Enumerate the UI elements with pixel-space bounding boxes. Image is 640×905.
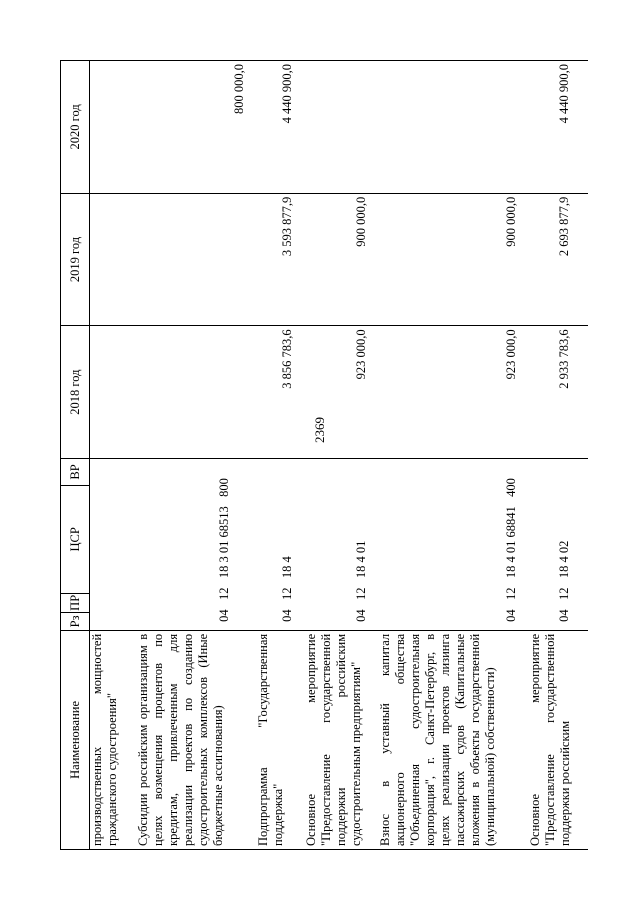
- row-name: Субсидии российским организациям в целях возмещения процентов по кредитам, привлеченным для реализации проектов по созданию судостроительных комплексов (Иные бюджетные ассигнования): [128, 630, 248, 849]
- header-row: [61, 61, 90, 850]
- row-2019: 3 593 877,9: [248, 193, 296, 326]
- row-csr: 18 4: [280, 556, 294, 579]
- row-pr: 12: [354, 587, 368, 600]
- table-row: [520, 61, 588, 850]
- row-csr: 18 4 02: [557, 540, 571, 579]
- header-csr: ЦСР: [61, 485, 90, 593]
- row-codes: [296, 458, 370, 630]
- table-row: [296, 61, 370, 850]
- header-2018: 2018 год: [61, 326, 90, 459]
- header-pr: ПР: [61, 593, 90, 612]
- table-row: [370, 61, 520, 850]
- row-name: Взнос в уставный капитал акционерного общества "Объединенная судостроительная корпорация", г. Санкт-Петербург, в целях реализации проектов лизинга пассажирских судов (Капитальные вложения в объекты государственной (муниципальной) собственности): [370, 630, 520, 849]
- row-vr: 400: [504, 478, 518, 497]
- row-rz: 04: [217, 609, 231, 622]
- row-2018: 923 000,0: [296, 326, 370, 459]
- row-pr: 12: [504, 587, 518, 600]
- row-2020: 800 000,0: [128, 61, 248, 194]
- row-2019: 2 693 877,9: [520, 193, 588, 326]
- row-codes: [370, 458, 520, 630]
- row-2020: [296, 61, 370, 194]
- row-csr: 18 3 01 68513: [217, 506, 231, 579]
- row-vr: 800: [217, 478, 231, 497]
- row-2019: [128, 193, 248, 326]
- row-2020: [90, 61, 129, 194]
- header-vr: ВР: [61, 458, 90, 485]
- row-pr: 12: [217, 587, 231, 600]
- row-name: Основное мероприятие "Предоставление государственной поддержки российским судостроительным предприятиям": [296, 630, 370, 849]
- row-pr: 12: [557, 587, 571, 600]
- row-2018: [128, 326, 248, 459]
- row-csr: 18 4 01 68841: [504, 506, 518, 579]
- row-2020: 4 440 900,0: [520, 61, 588, 194]
- row-2019: 900 000,0: [370, 193, 520, 326]
- row-codes: [90, 458, 129, 630]
- table-row: [128, 61, 248, 850]
- row-codes: [520, 458, 588, 630]
- header-name: Наименование: [61, 630, 90, 849]
- row-2018: 3 856 783,6: [248, 326, 296, 459]
- table-row: [248, 61, 296, 850]
- row-pr: 12: [280, 587, 294, 600]
- row-name: производственных мощностей гражданского судостроения": [90, 630, 129, 849]
- page-number: 2369: [312, 417, 327, 443]
- header-2019: 2019 год: [61, 193, 90, 326]
- row-2018: 2 933 783,6: [520, 326, 588, 459]
- row-2018: 923 000,0: [370, 326, 520, 459]
- row-2019: [90, 193, 129, 326]
- row-csr: 18 4 01: [354, 540, 368, 579]
- row-codes: [128, 458, 248, 630]
- row-rz: 04: [354, 609, 368, 622]
- row-2019: 900 000,0: [296, 193, 370, 326]
- row-codes: [248, 458, 296, 630]
- row-2018: [90, 326, 129, 459]
- row-name: Основное мероприятие "Предоставление государственной поддержки российским: [520, 630, 588, 849]
- row-rz: 04: [280, 609, 294, 622]
- header-rz: Рз: [61, 612, 90, 630]
- row-name: Подпрограмма "Государственная поддержка": [248, 630, 296, 849]
- rotated-table-container: [60, 60, 592, 850]
- row-2020: [370, 61, 520, 194]
- row-rz: 04: [557, 609, 571, 622]
- header-2020: 2020 год: [61, 61, 90, 194]
- table-row: [90, 61, 129, 850]
- row-2020: 4 440 900,0: [248, 61, 296, 194]
- row-rz: 04: [504, 609, 518, 622]
- budget-table: [60, 60, 588, 850]
